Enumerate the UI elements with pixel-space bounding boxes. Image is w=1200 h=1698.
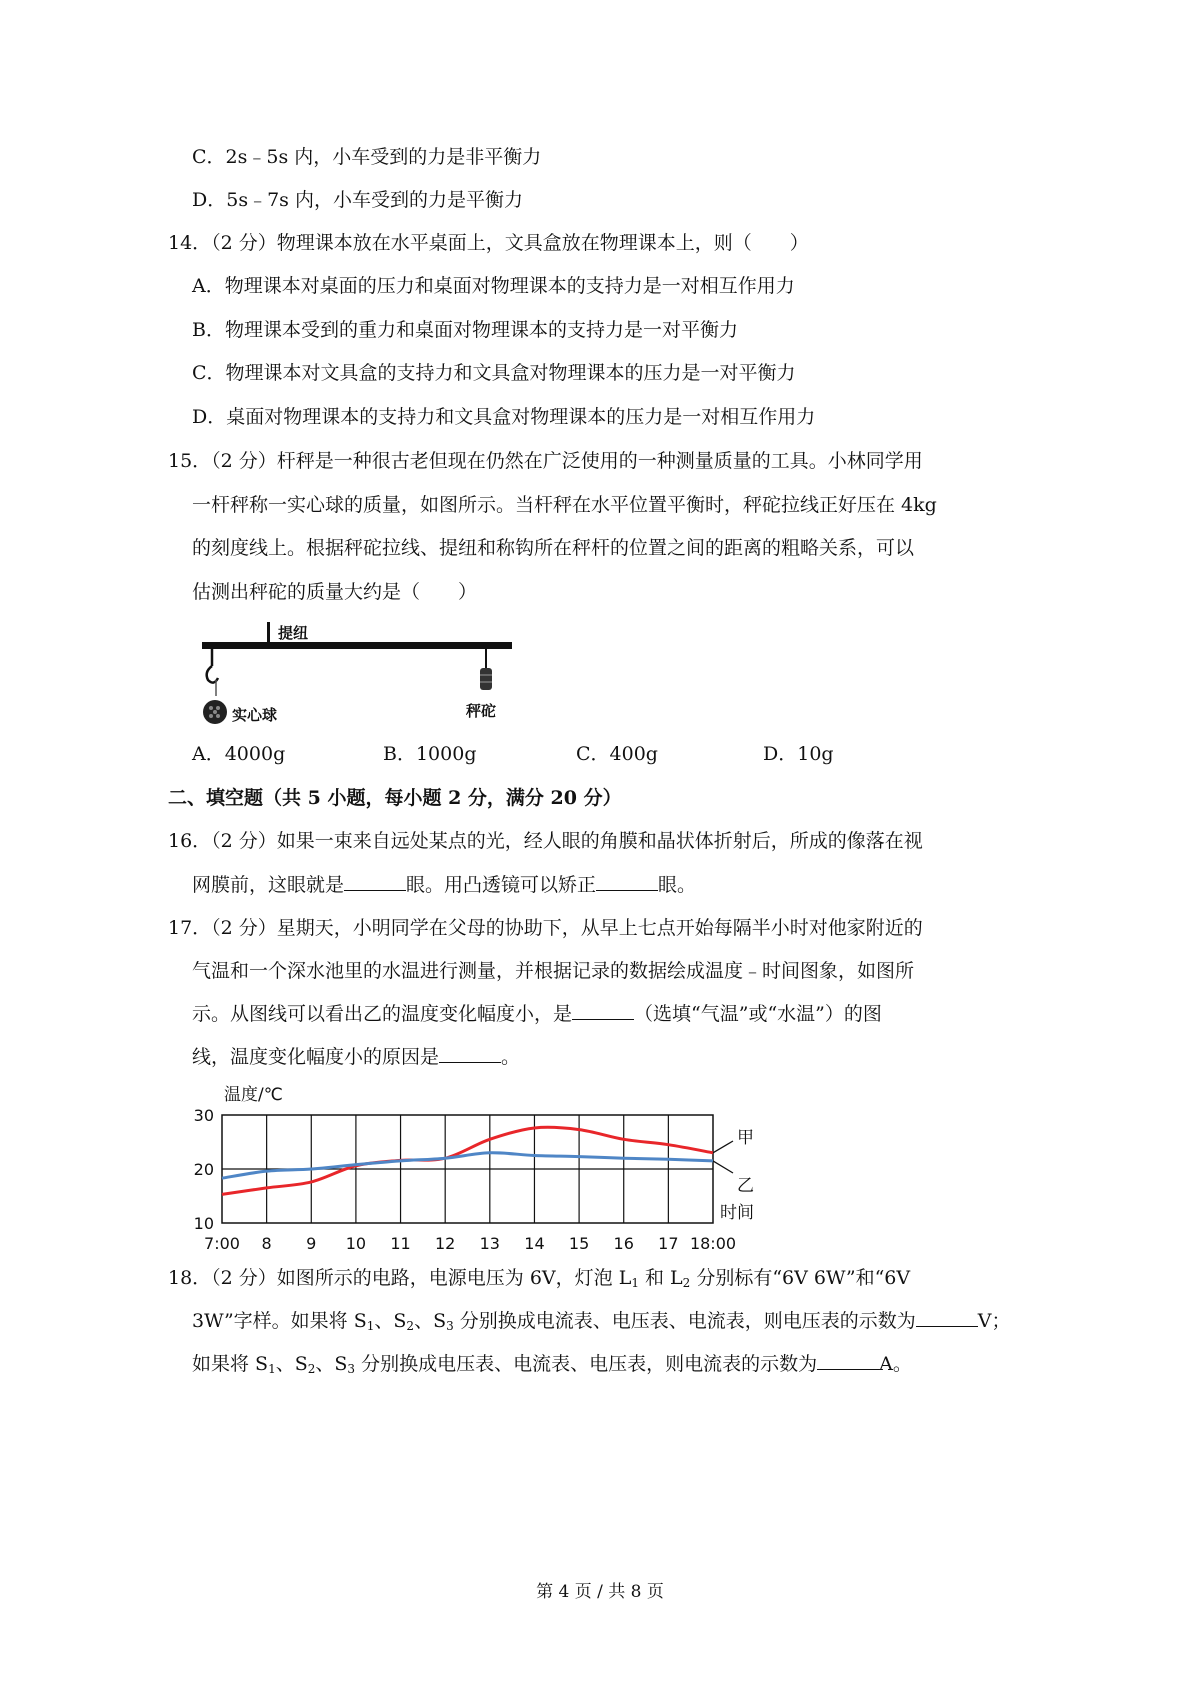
q18-text-e: 分别换成电流表、电压表、电流表，则电压表的示数为: [453, 1310, 916, 1332]
q17-text-d: 。: [501, 1046, 521, 1068]
legend-label: 甲: [737, 1128, 754, 1148]
knob-label: 提纽: [278, 624, 309, 642]
q18-text-c: 分别标有“6V 6W”和“6V: [690, 1267, 911, 1289]
q18-stem-line3: [192, 1350, 912, 1383]
q18-blank-2[interactable]: [817, 1353, 879, 1370]
q17-text-b: （选填“气温”或“水温”）的图: [634, 1003, 882, 1025]
q16-stem-line1: 16．（2 分）如果一束来自远处某点的光，经人眼的角膜和晶状体折射后，所成的像落在视: [168, 830, 923, 852]
series-line-1: [222, 1127, 713, 1194]
ball-label: 实心球: [232, 706, 278, 724]
q18-sep-1: 、S: [374, 1310, 407, 1332]
q18-stem-line1: [168, 1264, 910, 1297]
x-tick-label: 12: [435, 1234, 456, 1253]
x-tick-label: 16: [613, 1234, 634, 1253]
q16-text-a: 网膜前，这眼就是: [192, 874, 345, 896]
legend-leader: [713, 1141, 733, 1153]
q14-option-b: B．物理课本受到的重力和桌面对物理课本的支持力是一对平衡力: [192, 319, 738, 341]
q18-text-f: V；: [977, 1310, 1011, 1332]
x-tick-label: 10: [345, 1234, 367, 1253]
steelyard-knob: [267, 622, 270, 643]
chart-legend: [713, 1128, 754, 1196]
weight-label: 秤砣: [466, 702, 497, 720]
q18-blank-1[interactable]: [916, 1310, 978, 1327]
q16-blank-1[interactable]: [344, 874, 406, 891]
q17-blank-2[interactable]: [439, 1046, 501, 1063]
x-tick-label: 7:00: [204, 1234, 240, 1253]
q18-sep-3: 、S: [275, 1353, 308, 1375]
q13-option-d: D．5s﹣7s 内，小车受到的力是平衡力: [192, 189, 523, 211]
q17-text-c: 线，温度变化幅度小的原因是: [192, 1046, 440, 1068]
x-tick-label: 18:00: [689, 1234, 737, 1253]
q15-option-a: A．4000g: [192, 743, 286, 765]
q15-stem-line3: 的刻度线上。根据秤砣拉线、提纽和称钩所在秤杆的位置之间的距离的粗略关系，可以: [192, 537, 915, 559]
section-heading: 二、填空题（共 5 小题，每小题 2 分，满分 20 分）: [168, 787, 622, 809]
q15-stem-line2: 一杆秤称一实心球的质量，如图所示。当杆秤在水平位置平衡时，秤砣拉线正好压在 4kg: [192, 494, 937, 516]
q18-text-h: 分别换成电压表、电流表、电压表，则电流表的示数为: [355, 1353, 818, 1375]
chart-y-ticks: [194, 1106, 214, 1233]
y-tick-label: 30: [193, 1106, 214, 1125]
q18-sub-l2: 2: [682, 1276, 691, 1290]
y-tick-label: 10: [193, 1214, 214, 1233]
q16-blank-2[interactable]: [596, 874, 658, 891]
chart-series: [222, 1127, 713, 1194]
q16-stem-line2: [192, 871, 696, 899]
q18-sub-s1: 1: [366, 1319, 375, 1333]
x-tick-label: 9: [306, 1234, 317, 1253]
q14-option-d: D．桌面对物理课本的支持力和文具盒对物理课本的压力是一对相互作用力: [192, 406, 816, 428]
q18-sub-l1: 1: [631, 1276, 639, 1290]
q15-option-b: B．1000g: [383, 743, 477, 765]
q13-option-c: C．2s﹣5s 内，小车受到的力是非平衡力: [192, 146, 542, 168]
q15-option-c: C．400g: [576, 743, 658, 765]
weight-icon: [480, 668, 492, 690]
q18-sub-s2: 2: [406, 1319, 415, 1333]
x-tick-label: 8: [261, 1234, 272, 1253]
q14-stem: 14．（2 分）物理课本放在水平桌面上，文具盒放在物理课本上，则（ ）: [168, 232, 809, 254]
steelyard-figure: [190, 620, 530, 730]
x-tick-label: 17: [658, 1234, 679, 1253]
q18-sep-4: 、S: [315, 1353, 348, 1375]
q18-sub-s3b: 3: [347, 1362, 356, 1376]
q18-sub-s1b: 1: [268, 1362, 276, 1376]
x-tick-label: 11: [390, 1234, 411, 1253]
q18-text-d: 3W”字样。如果将 S: [192, 1310, 367, 1332]
chart-ylabel: 温度/℃: [224, 1085, 283, 1105]
q15-stem-line1: 15．（2 分）杆秤是一种很古老但现在仍然在广泛使用的一种测量质量的工具。小林同学用: [168, 450, 923, 472]
temperature-chart: [180, 1078, 780, 1258]
q16-text-b: 眼。用凸透镜可以矫正: [406, 874, 597, 896]
series-line-2: [222, 1153, 713, 1178]
q16-text-c: 眼。: [658, 874, 697, 896]
q17-stem-line3: [192, 1000, 882, 1028]
x-tick-label: 14: [524, 1234, 545, 1253]
q18-sub-s2b: 2: [307, 1362, 316, 1376]
q14-option-c: C．物理课本对文具盒的支持力和文具盒对物理课本的压力是一对平衡力: [192, 362, 796, 384]
q18-text-i: A。: [879, 1353, 912, 1375]
y-tick-label: 20: [193, 1160, 214, 1179]
chart-xlabel: 时间: [720, 1203, 754, 1223]
steelyard-beam: [202, 642, 512, 649]
q17-blank-1[interactable]: [572, 1003, 634, 1020]
legend-leader: [713, 1161, 733, 1173]
q18-text-b: 和 L: [638, 1267, 683, 1289]
q14-option-a: A．物理课本对桌面的压力和桌面对物理课本的支持力是一对相互作用力: [192, 275, 795, 297]
q15-option-d: D．10g: [763, 743, 834, 765]
q18-stem-line2: [192, 1307, 1011, 1340]
q17-text-a: 示。从图线可以看出乙的温度变化幅度小，是: [192, 1003, 573, 1025]
q18-text-g: 如果将 S: [192, 1353, 269, 1375]
q17-stem-line1: 17．（2 分）星期天，小明同学在父母的协助下，从早上七点开始每隔半小时对他家附近的: [168, 917, 923, 939]
q18-sub-s3: 3: [446, 1319, 454, 1333]
page-footer: 第 4 页 / 共 8 页: [536, 1582, 664, 1602]
x-tick-label: 13: [479, 1234, 500, 1253]
chart-x-ticks: [204, 1234, 736, 1253]
q18-text-a: 18．（2 分）如图所示的电路，电源电压为 6V，灯泡 L: [168, 1267, 632, 1289]
x-tick-label: 15: [568, 1234, 590, 1253]
q18-sep-2: 、S: [414, 1310, 447, 1332]
q15-stem-line4: 估测出秤砣的质量大约是（ ）: [192, 581, 478, 603]
legend-label: 乙: [737, 1176, 754, 1196]
q17-stem-line4: [192, 1043, 520, 1071]
q17-stem-line2: 气温和一个深水池里的水温进行测量，并根据记录的数据绘成温度﹣时间图象，如图所: [192, 960, 915, 982]
